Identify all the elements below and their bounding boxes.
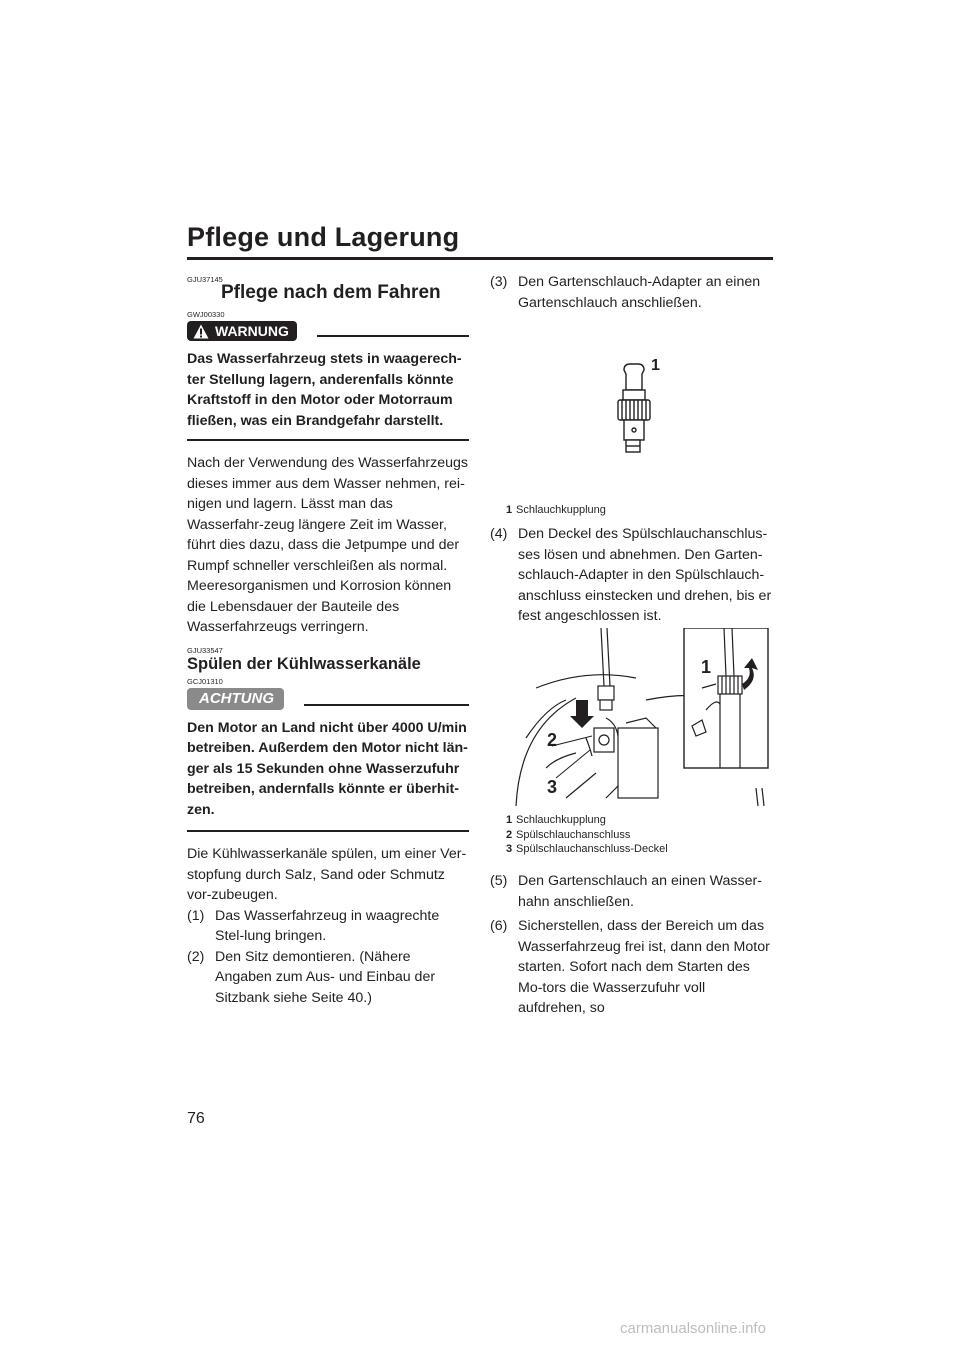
warning-triangle-icon [193,324,209,339]
caution-badge: ACHTUNG [187,688,284,710]
right-column-steps-b [490,524,772,627]
figure-caption [506,503,606,518]
doc-code: GJU37145 [187,275,223,284]
figure-caption [506,828,668,843]
caution-header [187,688,469,710]
warning-end-rule [187,439,469,441]
step-text: Den Deckel des Spülschlauchanschlus-ses lösen und abnehmen. Den Garten-schlauch-Adapter in den Spülschlauch-anschluss einstecken und drehen, bis er fest angeschlossen ist. [518,526,772,624]
caption-number: 2 [506,828,513,841]
step-text: Den Sitz demontieren. (Nähere Angaben zum Aus- und Einbau der Sitzbank siehe Seite 40.) [215,948,436,1006]
step-item [490,871,772,912]
step-item [490,272,772,313]
step-number: (2) [187,948,205,965]
caption-label: Spülschlauchanschluss [516,828,631,841]
caution-rule [304,704,469,706]
doc-code: GJU33547 [187,645,223,655]
step-item [490,524,772,627]
caption-number: 3 [506,843,513,855]
doc-code: GCJ01310 [187,676,223,686]
step-item [490,916,772,1019]
caption-label: Spülschlauchanschluss-Deckel [516,843,668,855]
figure-callout: 1 [651,357,660,374]
figure-callout: 1 [701,657,712,677]
doc-code: GWJ00330 [187,310,225,319]
flush-paragraph: Die Kühlwasserkanäle spülen, um einer Ver-stopfung durch Salz, Sand oder Schmutz vor-zubeugen. [187,846,467,903]
warning-badge [187,321,297,341]
figure-caption [506,842,668,857]
step-text: Den Gartenschlauch-Adapter an einen Gartenschlauch anschließen. [518,274,761,311]
step-text: Sicherstellen, dass der Bereich um das Wasserfahrzeug frei ist, dann den Motor starten. Sofort nach dem Starten des Mo-tors die Wasserzufuhr voll aufdrehen, so [518,918,770,1016]
step-item [187,947,469,1009]
step-number: (1) [187,907,205,924]
intro-paragraph: Nach der Verwendung des Wasserfahrzeugs dieses immer aus dem Wasser nehmen, rei-nigen und lagern. Lässt man das Wasserfahr-zeug längere Zeit im Wasser, führt dies dazu, dass die Jetpumpe und der Rumpf schneller verschleißen als normal. Meeresorganismen und Korrosion können die Lebensdauer der Bauteile des Wasserfahrzeugs verringern. [187,455,469,635]
header-rule [187,257,773,260]
step-number: (3) [490,274,508,290]
figure-caption [506,813,668,828]
warning-text: Das Wasserfahrzeug stets in waagerech-ter Stellung lagern, anderenfalls könnte Kraftstoff in den Motor oder Motorraum fließen, was ein Brandgefahr darstellt. [187,351,462,429]
left-column [187,275,469,1008]
caption-label: Schlauchkupplung [516,504,606,516]
watermark: carmanualsonline.info [620,1320,766,1337]
warning-label: WARNUNG [215,323,289,339]
figure-caption-list [506,813,668,857]
step-item [187,906,469,947]
caption-number: 1 [506,814,513,826]
flush-connector-illustration [506,628,770,808]
hose-coupling-figure [600,352,680,462]
warning-rule [317,335,469,337]
page-number: 76 [187,1110,205,1127]
flush-connector-figure [506,628,770,808]
right-column-steps-c [490,871,772,1019]
caption-number: 1 [506,504,513,516]
section-title: Pflege nach dem Fahren [221,282,441,303]
figure-callout: 3 [547,777,558,797]
step-number: (4) [490,526,508,542]
warning-header [187,321,469,341]
step-text: Das Wasserfahrzeug in waagrechte Stel-lung bringen. [215,907,440,944]
caution-end-rule [187,830,469,832]
caption-label: Schlauchkupplung [516,814,606,826]
right-column [490,272,772,313]
subsection-title: Spülen der Kühlwasserkanäle [187,654,421,673]
caution-text: Den Motor an Land nicht über 4000 U/min betreiben. Außerdem den Motor nicht län-ger als 15 Sekunden ohne Wasserzufuhr betreiben, andernfalls könnte er überhit-zen. [187,719,468,818]
page-header-title: Pflege und Lagerung [187,222,460,252]
hose-coupling-illustration [600,352,680,462]
step-text: Den Gartenschlauch an einen Wasser-hahn anschließen. [518,873,762,910]
figure-callout: 2 [547,730,558,750]
step-number: (6) [490,918,508,934]
step-number: (5) [490,873,508,889]
